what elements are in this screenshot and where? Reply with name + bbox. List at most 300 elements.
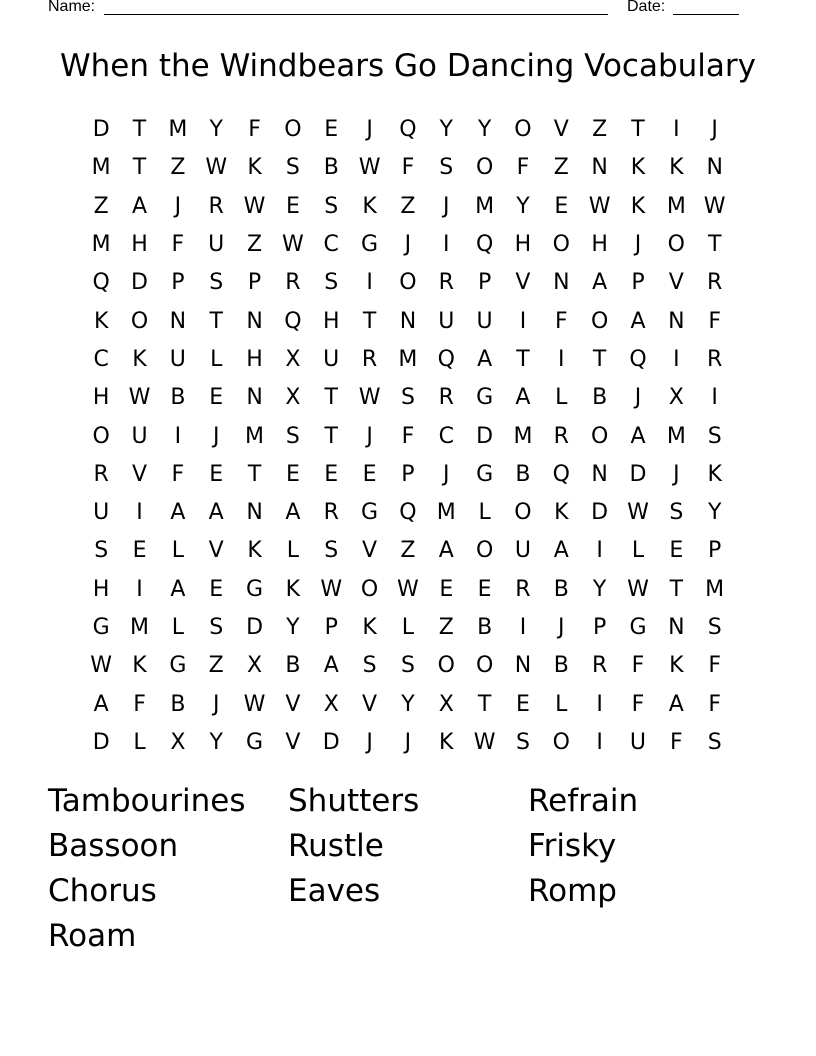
grid-cell[interactable]: U [476, 308, 493, 334]
word-list-item: Shutters [288, 783, 420, 819]
grid-cell[interactable]: T [132, 155, 147, 181]
grid-cell[interactable]: H [92, 385, 110, 411]
grid-cell[interactable]: Y [477, 117, 492, 143]
grid-cell[interactable]: Z [208, 653, 224, 679]
grid-cell[interactable]: M [705, 576, 725, 602]
grid-cell[interactable]: Q [437, 346, 455, 372]
grid-cell[interactable]: T [707, 232, 722, 258]
grid-cell[interactable]: K [669, 653, 684, 679]
grid-cell[interactable]: O [475, 538, 494, 564]
grid-cell[interactable]: P [708, 538, 722, 564]
grid-cell[interactable]: W [90, 653, 113, 679]
grid-cell[interactable]: U [323, 346, 340, 372]
grid-cell[interactable]: A [93, 691, 109, 717]
grid-cell[interactable]: L [133, 729, 146, 755]
grid-cell[interactable]: O [475, 653, 494, 679]
grid-cell[interactable]: P [324, 615, 338, 640]
grid-cell[interactable]: K [554, 500, 569, 526]
grid-cell[interactable]: Q [399, 117, 417, 143]
grid-cell[interactable]: N [246, 308, 263, 334]
grid-cell[interactable]: R [323, 500, 339, 526]
grid-cell[interactable]: T [669, 576, 684, 602]
grid-cell[interactable]: V [208, 538, 224, 564]
grid-cell[interactable]: M [513, 423, 533, 449]
grid-cell[interactable]: A [131, 193, 148, 219]
grid-cell[interactable]: W [588, 193, 611, 219]
grid-cell[interactable]: J [404, 729, 412, 755]
grid-cell[interactable]: E [132, 538, 147, 564]
grid-cell[interactable]: H [591, 232, 608, 258]
grid-cell[interactable]: Y [592, 576, 607, 602]
grid-cell[interactable]: I [136, 576, 143, 602]
grid-cell[interactable]: Y [707, 500, 722, 526]
grid-cell[interactable]: G [246, 576, 264, 602]
grid-cell[interactable]: O [92, 423, 110, 449]
grid-cell[interactable]: V [515, 270, 531, 296]
grid-cell[interactable]: B [553, 576, 569, 602]
grid-cell[interactable]: Y [439, 117, 453, 143]
grid-cell[interactable]: I [558, 346, 565, 372]
grid-cell[interactable]: W [397, 576, 419, 602]
grid-cell[interactable]: V [285, 729, 301, 755]
grid-cell[interactable]: N [246, 385, 263, 411]
grid-cell[interactable]: O [399, 270, 417, 296]
grid-cell[interactable]: R [285, 270, 301, 296]
grid-cell[interactable]: Y [401, 691, 415, 717]
grid-cell[interactable]: J [174, 193, 182, 219]
grid-cell[interactable]: D [246, 615, 264, 640]
grid-row [82, 226, 734, 264]
grid-cell[interactable]: O [130, 308, 149, 334]
grid-cell[interactable]: T [477, 691, 492, 717]
grid-cell[interactable]: O [360, 576, 379, 602]
grid-cell[interactable]: J [673, 461, 680, 487]
grid-cell[interactable]: O [514, 500, 532, 526]
grid-cell[interactable]: A [285, 500, 301, 526]
grid-cell[interactable]: F [516, 155, 530, 181]
grid-cell[interactable]: Z [438, 615, 454, 640]
grid-cell[interactable]: F [248, 117, 261, 143]
grid-cell[interactable]: E [285, 193, 300, 219]
grid-cell[interactable]: O [437, 653, 455, 679]
grid-cell[interactable]: E [516, 691, 530, 717]
grid-cell[interactable]: F [708, 691, 721, 717]
grid-cell[interactable]: W [320, 576, 343, 602]
grid-cell[interactable]: I [596, 538, 603, 564]
grid-cell[interactable]: O [552, 232, 570, 258]
grid-cell[interactable]: D [629, 461, 647, 487]
grid-cell[interactable]: A [553, 538, 569, 564]
grid-cell[interactable]: J [212, 423, 220, 449]
grid-cell[interactable]: F [171, 461, 185, 487]
grid-cell[interactable]: H [514, 232, 532, 258]
grid-cell[interactable]: S [515, 729, 530, 755]
grid-cell[interactable]: S [324, 193, 339, 219]
grid-cell[interactable]: P [477, 270, 492, 296]
grid-cell[interactable]: D [476, 423, 494, 449]
grid-cell[interactable]: E [554, 193, 569, 219]
grid-cell[interactable]: E [209, 385, 224, 411]
grid-cell[interactable]: T [631, 117, 645, 143]
grid-cell[interactable]: E [285, 461, 300, 487]
grid-cell[interactable]: A [592, 270, 608, 296]
grid-cell[interactable]: B [285, 653, 301, 679]
grid-cell[interactable]: J [634, 232, 642, 258]
grid-cell[interactable]: R [438, 270, 454, 296]
grid-cell[interactable]: D [92, 729, 110, 755]
grid-cell[interactable]: U [438, 308, 455, 334]
grid-cell[interactable]: N [169, 308, 187, 334]
grid-cell[interactable]: Z [93, 193, 109, 219]
grid-cell[interactable]: D [131, 270, 148, 296]
grid-cell[interactable]: Y [209, 117, 223, 143]
grid-cell[interactable]: I [174, 423, 182, 449]
grid-cell[interactable]: U [514, 538, 531, 564]
grid-cell[interactable]: G [361, 500, 379, 526]
grid-cell[interactable]: T [324, 423, 338, 449]
grid-row [82, 379, 734, 417]
grid-cell[interactable]: I [443, 232, 450, 258]
grid-cell[interactable]: H [92, 576, 110, 602]
grid-cell[interactable]: G [629, 615, 647, 640]
grid-cell[interactable]: X [285, 346, 301, 372]
grid-cell[interactable]: G [246, 729, 264, 755]
grid-cell[interactable]: V [131, 461, 148, 487]
grid-cell[interactable]: L [171, 615, 184, 640]
grid-cell[interactable]: L [631, 538, 645, 564]
grid-cell[interactable]: S [707, 729, 722, 755]
grid-cell[interactable]: S [439, 155, 454, 181]
grid-cell[interactable]: F [554, 308, 568, 334]
grid-cell[interactable]: B [323, 155, 339, 181]
grid-cell[interactable]: R [515, 576, 531, 602]
grid-cell[interactable]: N [514, 653, 532, 679]
grid-cell[interactable]: J [404, 232, 412, 258]
grid-row [82, 456, 734, 494]
grid-cell[interactable]: A [438, 538, 454, 564]
grid-cell[interactable]: J [366, 423, 373, 449]
grid-cell[interactable]: W [243, 193, 266, 219]
grid-cell[interactable]: A [208, 500, 224, 526]
grid-cell[interactable]: R [208, 193, 224, 219]
grid-cell[interactable]: E [439, 576, 454, 602]
grid-cell[interactable]: N [246, 500, 263, 526]
grid-cell[interactable]: T [209, 308, 223, 334]
grid-cell[interactable]: I [596, 691, 603, 717]
grid-cell[interactable]: V [362, 538, 378, 564]
grid-cell[interactable]: F [401, 423, 415, 449]
grid-cell[interactable]: U [208, 232, 225, 258]
grid-cell[interactable]: Q [475, 232, 494, 258]
grid-cell[interactable]: J [212, 691, 220, 717]
grid-cell[interactable]: A [170, 576, 186, 602]
grid-cell[interactable]: W [703, 193, 726, 219]
grid-cell[interactable]: A [477, 346, 493, 372]
grid-cell[interactable]: O [590, 308, 609, 334]
grid-cell[interactable]: S [400, 385, 415, 411]
grid-cell[interactable]: O [667, 232, 685, 258]
grid-cell[interactable]: M [436, 500, 456, 526]
grid-cell[interactable]: A [170, 500, 186, 526]
grid-cell[interactable]: A [515, 385, 531, 411]
grid-cell[interactable]: K [132, 346, 147, 372]
grid-cell[interactable]: Z [170, 155, 186, 181]
grid-cell[interactable]: L [555, 385, 568, 411]
grid-cell[interactable]: Z [247, 232, 263, 258]
grid-cell[interactable]: M [168, 117, 188, 143]
grid-cell[interactable]: G [476, 385, 494, 411]
grid-row [82, 609, 734, 647]
grid-cell[interactable]: J [366, 117, 373, 143]
grid-cell[interactable]: O [552, 729, 570, 755]
grid-cell[interactable]: M [666, 423, 686, 449]
grid-cell[interactable]: V [668, 270, 684, 296]
grid-cell[interactable]: F [401, 155, 415, 181]
grid-cell[interactable]: N [706, 155, 723, 181]
grid-cell[interactable]: H [246, 346, 263, 372]
grid-cell[interactable]: M [475, 193, 495, 219]
grid-cell[interactable]: I [711, 385, 718, 411]
grid-cell[interactable]: S [669, 500, 684, 526]
grid-cell[interactable]: P [631, 270, 645, 296]
grid-cell[interactable]: F [708, 308, 721, 334]
grid-cell[interactable]: I [519, 308, 527, 334]
grid-cell[interactable]: M [245, 423, 265, 449]
grid-cell[interactable]: R [553, 423, 569, 449]
grid-cell[interactable]: P [247, 270, 262, 296]
grid-cell[interactable]: T [516, 346, 530, 372]
grid-cell[interactable]: X [323, 691, 339, 717]
grid-cell[interactable]: K [247, 538, 262, 564]
grid-cell[interactable]: H [322, 308, 340, 334]
grid-cell[interactable]: W [358, 155, 381, 181]
grid-cell[interactable]: B [477, 615, 493, 640]
grid-cell[interactable]: T [592, 346, 607, 372]
grid-cell[interactable]: K [362, 615, 377, 640]
grid-cell[interactable]: F [670, 729, 683, 755]
grid-cell[interactable]: W [627, 576, 649, 602]
grid-cell[interactable]: G [169, 653, 187, 679]
grid-cell[interactable]: B [170, 385, 186, 411]
grid-cell[interactable]: L [286, 538, 300, 564]
grid-cell[interactable]: V [553, 117, 569, 143]
grid-cell[interactable]: W [205, 155, 228, 181]
grid-cell[interactable]: E [209, 576, 224, 602]
grid-cell[interactable]: Z [400, 193, 416, 219]
grid-cell[interactable]: M [666, 193, 686, 219]
grid-cell[interactable]: S [285, 155, 300, 181]
grid-cell[interactable]: W [243, 691, 266, 717]
grid-cell[interactable]: U [131, 423, 148, 449]
grid-cell[interactable]: X [285, 385, 301, 411]
grid-cell[interactable]: T [362, 308, 377, 334]
grid-cell[interactable]: O [514, 117, 532, 143]
grid-cell[interactable]: D [92, 117, 110, 143]
grid-cell[interactable]: O [475, 155, 494, 181]
grid-cell[interactable]: F [133, 691, 146, 717]
grid-cell[interactable]: S [400, 653, 415, 679]
grid-cell[interactable]: M [130, 615, 149, 640]
grid-cell[interactable]: T [247, 461, 262, 487]
grid-cell[interactable]: T [324, 385, 338, 411]
grid-cell[interactable]: T [132, 117, 147, 143]
grid-cell[interactable]: R [591, 653, 608, 679]
grid-cell[interactable]: W [473, 729, 496, 755]
grid-cell[interactable]: G [92, 615, 110, 640]
grid-cell[interactable]: O [284, 117, 302, 143]
grid-cell[interactable]: E [477, 576, 492, 602]
grid-cell[interactable]: U [629, 729, 647, 755]
grid-cell[interactable]: V [362, 691, 378, 717]
grid-cell[interactable]: Y [516, 193, 530, 219]
grid-cell[interactable]: K [707, 461, 722, 487]
grid-cell[interactable]: Q [399, 500, 417, 526]
grid-cell[interactable]: K [132, 653, 147, 679]
grid-cell[interactable]: S [324, 270, 339, 296]
grid-cell[interactable]: U [93, 500, 110, 526]
grid-cell[interactable]: N [399, 308, 417, 334]
grid-cell[interactable]: W [627, 500, 649, 526]
grid-cell[interactable]: R [438, 385, 454, 411]
grid-cell[interactable]: Q [284, 308, 302, 334]
grid-cell[interactable]: N [553, 270, 570, 296]
grid-cell[interactable]: Q [629, 346, 647, 372]
grid-cell[interactable]: C [93, 346, 109, 372]
name-blank-line[interactable] [104, 14, 608, 15]
grid-cell[interactable]: W [128, 385, 151, 411]
grid-cell[interactable]: K [669, 155, 684, 181]
grid-cell[interactable]: S [209, 270, 224, 296]
grid-cell[interactable]: A [630, 423, 646, 449]
grid-cell[interactable]: L [210, 346, 223, 372]
grid-cell[interactable]: X [668, 385, 684, 411]
grid-cell[interactable]: B [515, 461, 531, 487]
grid-cell[interactable]: R [707, 346, 723, 372]
grid-cell[interactable]: K [439, 729, 454, 755]
grid-row [82, 647, 734, 685]
grid-cell[interactable]: M [91, 155, 111, 181]
grid-cell[interactable]: X [247, 653, 263, 679]
grid-cell[interactable]: V [285, 691, 301, 717]
grid-cell[interactable]: J [711, 117, 718, 143]
grid-cell[interactable]: L [171, 538, 184, 564]
grid-cell[interactable]: K [630, 193, 646, 219]
grid-cell[interactable]: I [673, 346, 680, 372]
grid-cell[interactable]: D [591, 500, 609, 526]
grid-cell[interactable]: A [668, 691, 684, 717]
grid-cell[interactable]: B [592, 385, 608, 411]
grid-cell[interactable]: E [324, 461, 339, 487]
grid-cell[interactable]: P [593, 615, 607, 640]
grid-cell[interactable]: G [476, 461, 494, 487]
grid-cell[interactable]: I [366, 270, 373, 296]
grid-cell[interactable]: S [707, 615, 722, 640]
grid-cell[interactable]: I [519, 615, 527, 640]
grid-cell[interactable]: Y [286, 615, 300, 640]
grid-cell[interactable]: E [669, 538, 684, 564]
grid-cell[interactable]: I [136, 500, 143, 526]
grid-cell[interactable]: S [324, 538, 339, 564]
grid-cell[interactable]: N [591, 155, 608, 181]
grid-cell[interactable]: I [673, 117, 680, 143]
grid-cell[interactable]: Z [553, 155, 569, 181]
grid-cell[interactable]: J [634, 385, 642, 411]
grid-cell[interactable]: I [596, 729, 603, 755]
grid-cell[interactable]: F [708, 653, 721, 679]
grid-cell[interactable]: F [631, 691, 645, 717]
grid-cell[interactable]: J [443, 461, 450, 487]
grid-cell[interactable]: F [631, 653, 645, 679]
grid-cell[interactable]: A [323, 653, 339, 679]
grid-cell[interactable]: E [324, 117, 339, 143]
grid-cell[interactable]: R [707, 270, 723, 296]
grid-cell[interactable]: S [707, 423, 722, 449]
grid-cell[interactable]: C [323, 232, 339, 258]
grid-cell[interactable]: L [401, 615, 415, 640]
grid-cell[interactable]: R [361, 346, 378, 372]
grid-cell[interactable]: N [668, 308, 685, 334]
grid-cell[interactable]: S [285, 423, 300, 449]
grid-cell[interactable]: S [94, 538, 109, 564]
date-blank-line[interactable] [673, 14, 739, 15]
grid-cell[interactable]: L [478, 500, 491, 526]
grid-cell[interactable]: J [366, 729, 373, 755]
grid-cell[interactable]: E [362, 461, 377, 487]
grid-row [82, 341, 734, 379]
grid-cell[interactable]: K [247, 155, 262, 181]
grid-cell[interactable]: X [438, 691, 454, 717]
grid-cell[interactable]: R [93, 461, 109, 487]
word-list-item: Rustle [288, 828, 384, 864]
grid-cell[interactable]: K [285, 576, 301, 602]
grid-cell[interactable]: P [171, 270, 185, 296]
grid-cell[interactable]: S [209, 615, 224, 640]
grid-cell[interactable]: J [443, 193, 450, 219]
grid-cell[interactable]: Y [209, 729, 223, 755]
grid-cell[interactable]: L [555, 691, 568, 717]
grid-cell[interactable]: P [401, 461, 415, 487]
grid-cell[interactable]: Q [92, 270, 110, 296]
grid-cell[interactable]: B [170, 691, 186, 717]
grid-cell[interactable]: K [362, 193, 377, 219]
grid-cell[interactable]: D [322, 729, 340, 755]
grid-cell[interactable]: S [362, 653, 377, 679]
grid-cell[interactable]: N [668, 615, 685, 640]
grid-cell[interactable]: W [358, 385, 381, 411]
grid-cell[interactable]: A [630, 308, 646, 334]
grid-cell[interactable]: Q [552, 461, 570, 487]
grid-cell[interactable]: X [170, 729, 186, 755]
grid-cell[interactable]: Z [592, 117, 608, 143]
grid-cell[interactable]: M [91, 232, 111, 258]
grid-row [82, 149, 734, 187]
grid-cell[interactable]: M [398, 346, 418, 372]
grid-cell[interactable]: C [438, 423, 454, 449]
grid-cell[interactable]: E [209, 461, 224, 487]
grid-cell[interactable]: N [591, 461, 608, 487]
grid-cell[interactable]: H [131, 232, 148, 258]
grid-cell[interactable]: B [553, 653, 569, 679]
grid-cell[interactable]: G [361, 232, 379, 258]
grid-cell[interactable]: F [171, 232, 185, 258]
grid-cell[interactable]: O [590, 423, 609, 449]
grid-cell[interactable]: U [169, 346, 186, 372]
grid-cell[interactable]: K [93, 308, 109, 334]
grid-cell[interactable]: W [282, 232, 304, 258]
grid-cell[interactable]: Z [400, 538, 416, 564]
grid-cell[interactable]: J [558, 615, 565, 640]
grid-cell[interactable]: K [630, 155, 646, 181]
